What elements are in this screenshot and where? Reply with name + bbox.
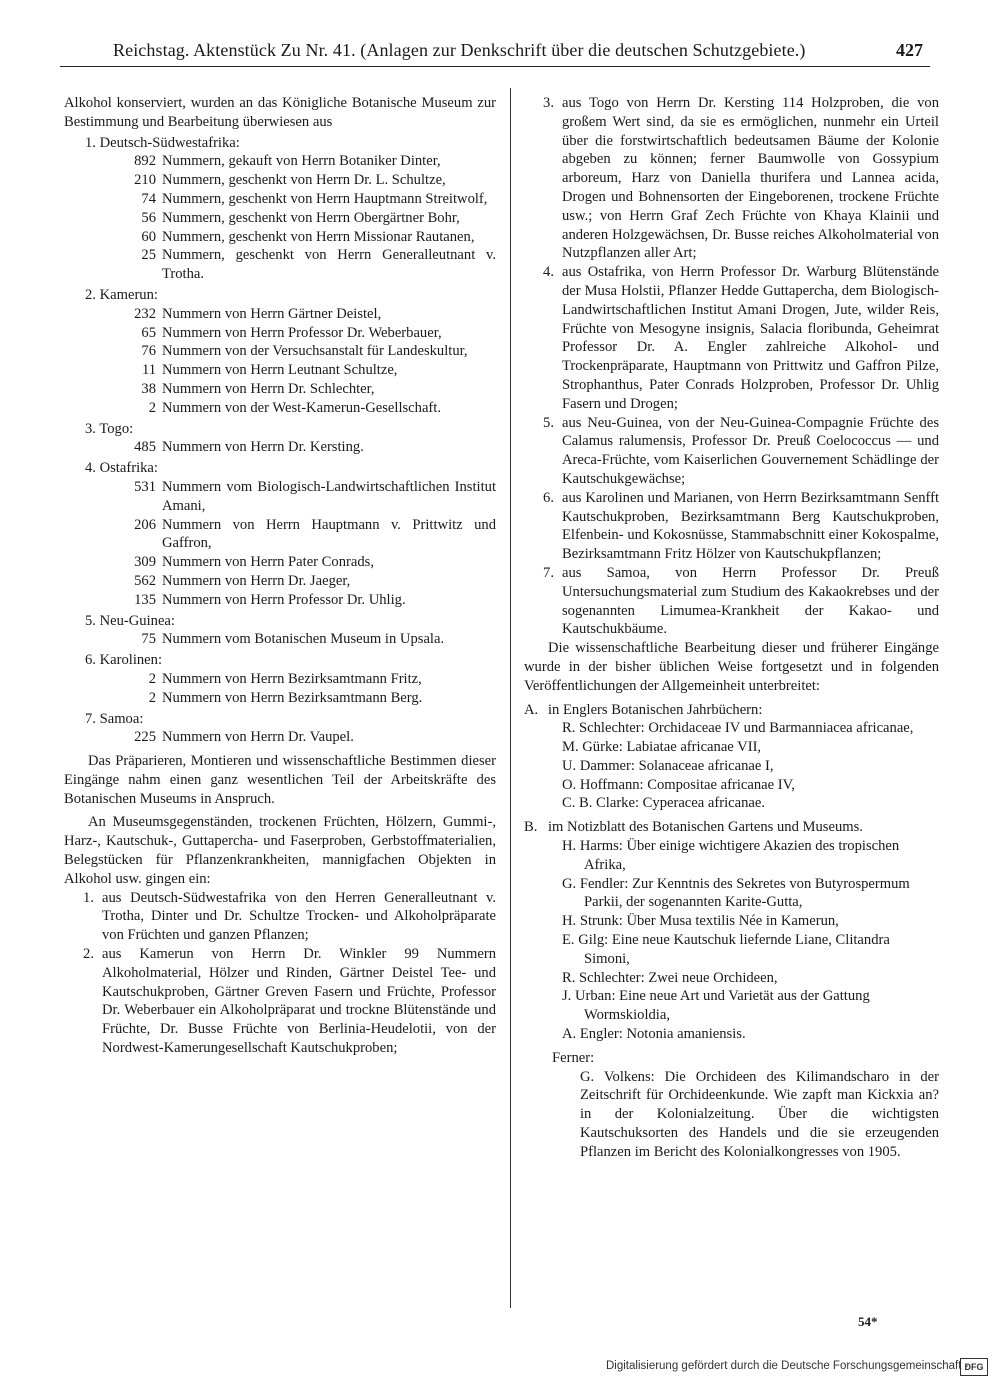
- section-a-heading: in Englers Botanischen Jahrbüchern:: [548, 701, 763, 718]
- group-heading: 1. Deutsch-Südwestafrika:: [85, 134, 240, 151]
- group-heading: 6. Karolinen:: [85, 652, 163, 669]
- item-number: 2.: [83, 946, 94, 963]
- item-text: aus Togo von Herrn Dr. Kersting 114 Holzproben, die von großem Wert sind, da sie es ermöglichen, nunmehr ein Urteil über die forstwirtschaftlich bedeutsamen Bäume der Kolonie abgeben zu können; ferner Baumwolle von Gossypium arboreum, Harz von Daniella thurifera und Lannea acida, Drogen und Bohnensorten der Eingeborenen, trockene Früchte usw.; von Herrn Graf Zech Früchte von Khaya Klainii und anderen Holzgewächsen, Dr. Busse reiches Alkoholmaterial von Nutzpflanzen aller Art;: [562, 95, 939, 262]
- page-header: [113, 36, 923, 64]
- collection-row: [64, 209, 496, 228]
- collection-row: [64, 190, 496, 209]
- row-count: 60: [141, 228, 156, 245]
- item-text: aus Samoa, von Herrn Professor Dr. Preuß Untersuchungsmaterial zum Studium des Kakaokrebses und der sogenannten Limumea-Krankheit der Kakao- und Kautschukbäume.: [562, 564, 939, 638]
- item-text: aus Ostafrika, von Herrn Professor Dr. Warburg Blütenstände der Musa Holstii, Pflanzer Hedde Guttapercha, dem Biologisch-Landwirtschaftlichen Institut Amani Drogen, Jute, wilder Reis, Früchte von Mesogyne insignis, Salacia floribunda, Geheimrat Professor Dr. A. Engler zahlreiche Alkohol- und Trockenpräparate, Hauptmann von Prittwitz und Gaffron Pilze, Strophanthus, Pater Conrads Holzproben, Professor Dr. Uhlig Fasern und Drogen;: [562, 264, 939, 412]
- row-text: Nummern von Herrn Bezirksamtmann Fritz,: [162, 670, 422, 687]
- signature-mark: 54*: [858, 1314, 878, 1329]
- row-count: 309: [134, 554, 156, 571]
- collection-row: [64, 305, 496, 324]
- left-column: [64, 94, 496, 1058]
- collection-row: [64, 228, 496, 247]
- item-number: 5.: [543, 414, 554, 431]
- list-item: [524, 94, 939, 263]
- row-text: Nummern von Herrn Dr. Jaeger,: [162, 572, 351, 589]
- publication-entry: R. Schlechter: Zwei neue Orchideen,: [562, 969, 778, 986]
- row-text: Nummern von Herrn Dr. Vaupel.: [162, 729, 354, 746]
- item-text: aus Karolinen und Marianen, von Herrn Bezirksamtmann Senfft Kautschukproben, Bezirksamtmann Berg Kautschukproben, Elfenbein- und Kokosnüsse, Stammabschnitt einer Kokospalme, Bezirksamtmann Fritz Hölzer von Kautschukpflanzen;: [562, 489, 939, 563]
- collection-row: [64, 171, 496, 190]
- page-number: 427: [896, 40, 923, 60]
- row-text: Nummern von Herrn Bezirksamtmann Berg.: [162, 689, 423, 706]
- list-item: [64, 889, 496, 945]
- row-count: 2: [148, 670, 156, 687]
- row-count: 11: [141, 362, 156, 379]
- section-b: [524, 818, 939, 837]
- item-number: 1.: [83, 889, 94, 906]
- list-item: [524, 414, 939, 489]
- collection-row: [64, 152, 496, 171]
- section-a-entries: [524, 719, 939, 813]
- collection-row: [64, 670, 496, 689]
- row-count: 135: [134, 591, 156, 608]
- publication-entry: H. Strunk: Über Musa textilis Née in Kamerun,: [562, 913, 839, 930]
- row-count: 531: [134, 478, 156, 495]
- ferner-text: G. Volkens: Die Orchideen des Kilimandscharo in der Zeitschrift für Orchideenkunde. Wie zapft man Kickxia an? in der Kolonialzeitung. Über die wichtigsten Kautschuksorten des Handels und die sie erzeugenden Pflanzen im Bericht des Kolonialkongresses von 1905.: [580, 1068, 939, 1160]
- row-count: 232: [134, 305, 156, 322]
- collection-row: [64, 246, 496, 284]
- collection-row: [64, 572, 496, 591]
- item-number: 3.: [543, 95, 554, 111]
- item-text: aus Neu-Guinea, von der Neu-Guinea-Compagnie Früchte des Calamus ralumensis, Professor Dr. Preuß Coelococcus — und Areca-Früchte, vom Kaiserlichen Gouvernement Schädlinge der Kautschukgewächse;: [562, 414, 939, 487]
- group-heading: 4. Ostafrika:: [85, 460, 158, 477]
- group-heading: 3. Togo:: [85, 420, 134, 437]
- collection-row: [64, 591, 496, 610]
- item-text: aus Kamerun von Herrn Dr. Winkler 99 Nummern Alkoholmaterial, Hölzer und Rinden, Gärtner Deistel Tee- und Kautschukproben, Gärtner Greven Fasern und Früchte, Professor Dr. Weberbauer ein Alkoholpräparat und trockne Blütenstände und Früchte, Dr. Busse Früchte von Berlinia-Heudelotii, von der Nordwest-Kamerungesellschaft Kautschukproben;: [102, 946, 496, 1057]
- list-item: [524, 263, 939, 413]
- row-text: Nummern vom Biologisch-Landwirtschaftlichen Institut Amani,: [162, 478, 496, 514]
- publication-entry: H. Harms: Über einige wichtigere Akazien des tropischen Afrika,: [562, 838, 900, 873]
- row-text: Nummern, geschenkt von Herrn Missionar Rautanen,: [162, 228, 475, 245]
- section-b-entries: [524, 837, 939, 1044]
- row-text: Nummern von der Versuchsanstalt für Landeskultur,: [162, 343, 468, 360]
- publication-entry: C. B. Clarke: Cyperacea africanae.: [562, 795, 765, 812]
- row-count: 76: [141, 343, 156, 360]
- list-item: [64, 945, 496, 1058]
- collection-row: [64, 438, 496, 457]
- row-count: 225: [134, 729, 156, 746]
- collection-row: [64, 478, 496, 516]
- collection-row: [64, 630, 496, 649]
- collection-row: [64, 553, 496, 572]
- paragraph-publication: Die wissenschaftliche Bearbeitung dieser und früherer Eingänge wurde in der bisher üblichen Weise fortgesetzt und in folgenden Veröffentlichungen der Allgemeinheit unterbreitet:: [524, 640, 939, 694]
- collection-row: [64, 342, 496, 361]
- footer: [606, 1358, 986, 1376]
- row-text: Nummern von Herrn Professor Dr. Uhlig.: [162, 591, 406, 608]
- paragraph-museum-objects: An Museumsgegenständen, trockenen Früchten, Hölzern, Gummi-, Harz-, Kautschuk-, Guttapercha- und Faserproben, Gerbstoffmaterialien, Belegstücken für Pflanzenkrankheiten, mannigfachen Objekten in Alkohol usw. gingen ein:: [64, 814, 496, 887]
- collection-row: [64, 361, 496, 380]
- row-count: 892: [134, 153, 156, 170]
- row-count: 25: [141, 247, 156, 264]
- item-number: 6.: [543, 489, 554, 506]
- list-item: [524, 564, 939, 639]
- collection-row: [64, 380, 496, 399]
- section-b-key: B.: [524, 819, 538, 836]
- dfg-logo: DFG: [960, 1358, 988, 1376]
- group-heading: 2. Kamerun:: [85, 286, 158, 303]
- collection-row: [64, 399, 496, 418]
- row-count: 74: [141, 190, 156, 207]
- row-text: Nummern von der West-Kamerun-Gesellschaft.: [162, 399, 441, 416]
- row-text: Nummern, geschenkt von Herrn Dr. L. Schultze,: [162, 172, 446, 189]
- row-count: 75: [141, 631, 156, 648]
- row-text: Nummern von Herrn Professor Dr. Weberbauer,: [162, 324, 442, 341]
- section-b-heading: im Notizblatt des Botanischen Gartens und Museums.: [548, 819, 863, 836]
- row-text: Nummern, geschenkt von Herrn Generalleutnant v. Trotha.: [162, 247, 496, 283]
- row-text: Nummern von Herrn Gärtner Deistel,: [162, 305, 382, 322]
- publication-entry: A. Engler: Notonia amaniensis.: [562, 1026, 746, 1043]
- footer-text: Digitalisierung gefördert durch die Deutsche Forschungsgemeinschaft -: [606, 1360, 969, 1372]
- collection-row: [64, 324, 496, 343]
- item-text: aus Deutsch-Südwestafrika von den Herren Generalleutnant v. Trotha, Dinter und Dr. Schultze Trocken- und Alkoholpräparate von Früchten und ganzen Pflanzen;: [102, 889, 496, 944]
- column-divider: [510, 88, 511, 1308]
- header-rule: [60, 66, 930, 67]
- row-text: Nummern von Herrn Pater Conrads,: [162, 554, 374, 571]
- collection-row: [64, 689, 496, 708]
- publication-entry: U. Dammer: Solanaceae africanae I,: [562, 757, 774, 774]
- publication-entry: G. Fendler: Zur Kenntnis des Sekretes von Butyrospermum Parkii, der sogenannten Karite-Gutta,: [562, 875, 910, 911]
- row-count: 2: [148, 399, 156, 416]
- publication-entry: M. Gürke: Labiatae africanae VII,: [562, 739, 762, 756]
- collection-row: [64, 516, 496, 554]
- publication-entry: R. Schlechter: Orchidaceae IV und Barmanniacea africanae,: [562, 720, 914, 737]
- list-item: [524, 489, 939, 564]
- row-count: 65: [141, 324, 156, 341]
- row-count: 485: [134, 439, 156, 456]
- row-text: Nummern, geschenkt von Herrn Obergärtner Bohr,: [162, 209, 460, 226]
- right-numbered-list: [524, 94, 939, 639]
- row-text: Nummern von Herrn Dr. Schlechter,: [162, 380, 375, 397]
- group-heading: 5. Neu-Guinea:: [85, 612, 175, 629]
- publication-entry: E. Gilg: Eine neue Kautschuk liefernde Liane, Clitandra Simoni,: [562, 932, 890, 967]
- row-count: 210: [134, 172, 156, 189]
- publication-entry: J. Urban: Eine neue Art und Varietät aus der Gattung Wormskioldia,: [562, 988, 870, 1024]
- ferner-label: Ferner:: [552, 1049, 595, 1066]
- section-a-key: A.: [524, 701, 539, 718]
- row-count: 2: [148, 689, 156, 706]
- row-text: Nummern von Herrn Leutnant Schultze,: [162, 362, 398, 379]
- publication-entry: O. Hoffmann: Compositae africanae IV,: [562, 776, 795, 793]
- row-text: Nummern, geschenkt von Herrn Hauptmann Streitwolf,: [162, 190, 488, 207]
- collection-row: [64, 728, 496, 747]
- item-number: 4.: [543, 264, 554, 281]
- row-text: Nummern von Herrn Hauptmann v. Prittwitz und Gaffron,: [162, 516, 496, 552]
- left-numbered-list: [64, 889, 496, 1058]
- header-title: Reichstag. Aktenstück Zu Nr. 41. (Anlagen zur Denkschrift über die deutschen Schutzgebiete.): [113, 40, 806, 60]
- row-text: Nummern, gekauft von Herrn Botaniker Dinter,: [162, 153, 441, 170]
- section-a: [524, 701, 939, 720]
- row-text: Nummern vom Botanischen Museum in Upsala.: [162, 631, 445, 648]
- right-column: [524, 94, 939, 1162]
- row-count: 38: [141, 380, 156, 397]
- item-number: 7.: [543, 564, 554, 581]
- row-count: 562: [134, 572, 156, 589]
- row-count: 206: [134, 516, 156, 533]
- group-heading: 7. Samoa:: [85, 710, 144, 727]
- intro-paragraph: Alkohol konserviert, wurden an das Königliche Botanische Museum zur Bestimmung und Bearbeitung überwiesen aus: [64, 95, 496, 130]
- collection-groups: [64, 134, 496, 748]
- row-count: 56: [141, 209, 156, 226]
- row-text: Nummern von Herrn Dr. Kersting.: [162, 439, 364, 456]
- paragraph-preparation: Das Präparieren, Montieren und wissenschaftliche Bestimmen dieser Eingänge nahm einen ganz wesentlichen Teil der Arbeitskräfte des Botanischen Museums in Anspruch.: [64, 753, 496, 807]
